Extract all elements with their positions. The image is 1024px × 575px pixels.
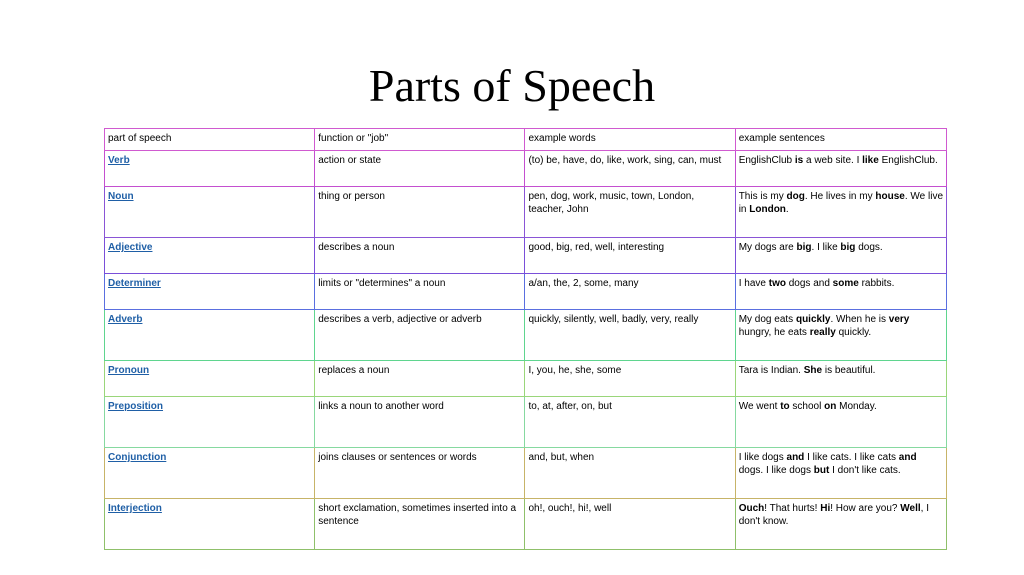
sentence-text: Monday. [836,401,877,412]
sentence-text: quickly. [835,327,872,338]
sentence-text: . When he is [830,314,889,325]
part-of-speech-link[interactable]: Determiner [108,278,161,289]
cell-part-of-speech [105,397,315,448]
highlighted-word: She [803,365,823,376]
highlighted-word: but [813,465,830,476]
sentence-text: . We live in [738,191,944,215]
table-row [105,310,947,361]
part-of-speech-link[interactable]: Verb [108,155,130,166]
highlighted-word: London [749,204,786,215]
sentence-text: dogs and [785,278,833,289]
cell-function: describes a verb, adjective or adverb [315,310,525,361]
highlighted-word: some [832,278,859,289]
cell-example-sentence [735,448,946,499]
sentence-text: hungry, he eats [738,327,810,338]
cell-example-words: quickly, silently, well, badly, very, really [525,310,735,361]
cell-example-sentence [735,274,946,310]
cell-part-of-speech [105,448,315,499]
part-of-speech-link[interactable]: Conjunction [108,452,167,463]
cell-function: limits or "determines" a noun [315,274,525,310]
highlighted-word: Well [900,503,921,514]
sentence-text: . I like [811,242,841,253]
table-row [105,274,947,310]
sentence-text: I like cats. I like cats [804,452,899,463]
highlighted-word: Ouch [738,503,765,514]
cell-example-sentence [735,361,946,397]
sentence-text: is beautiful. [822,365,876,376]
highlighted-word: is [794,155,804,166]
sentence-text: , I don't know. [738,503,929,527]
sentence-text: EnglishClub. [878,155,938,166]
cell-example-words: oh!, ouch!, hi!, well [525,499,735,550]
part-of-speech-link[interactable]: Adverb [108,314,143,325]
sentence-text: I don't like cats. [829,465,901,476]
highlighted-word: quickly [795,314,831,325]
highlighted-word: two [768,278,786,289]
part-of-speech-link[interactable]: Adjective [108,242,153,253]
cell-example-words: and, but, when [525,448,735,499]
cell-example-sentence [735,187,946,238]
slide-title: Parts of Speech [368,60,656,111]
highlighted-word: Hi [820,503,831,514]
sentence-text: This is my [738,191,787,202]
cell-example-sentence [735,499,946,550]
cell-example-sentence [735,238,946,274]
highlighted-word: and [786,452,805,463]
highlighted-word: on [824,401,837,412]
sentence-text: My dogs are [738,242,797,253]
cell-example-sentence [735,397,946,448]
header-cell-part-of-speech: part of speech [105,129,315,151]
sentence-text: ! How are you? [830,503,901,514]
cell-function: action or state [315,151,525,187]
cell-part-of-speech [105,151,315,187]
sentence-text: I have [738,278,769,289]
cell-function: thing or person [315,187,525,238]
sentence-text: a web site. I [803,155,863,166]
highlighted-word: house [875,191,905,202]
sentence-text: dogs. [855,242,883,253]
highlighted-word: very [888,314,910,325]
sentence-text: ! That hurts! [764,503,821,514]
sentence-text: . [785,204,789,215]
cell-function: describes a noun [315,238,525,274]
sentence-text: EnglishClub [738,155,795,166]
highlighted-word: really [809,327,836,338]
part-of-speech-link[interactable]: Preposition [108,401,164,412]
highlighted-word: big [796,242,812,253]
cell-part-of-speech [105,499,315,550]
cell-function: links a noun to another word [315,397,525,448]
header-cell-example-sentences: example sentences [735,129,946,151]
table-row [105,238,947,274]
sentence-text: Tara is Indian. [738,365,804,376]
table-row [105,499,947,550]
cell-function: replaces a noun [315,361,525,397]
cell-example-words: to, at, after, on, but [525,397,735,448]
cell-part-of-speech [105,361,315,397]
highlighted-word: and [898,452,917,463]
highlighted-word: like [862,155,879,166]
part-of-speech-link[interactable]: Noun [108,191,134,202]
header-cell-example-words: example words [525,129,735,151]
highlighted-word: dog [786,191,805,202]
table-row [105,187,947,238]
table-row [105,361,947,397]
highlighted-word: to [780,401,790,412]
sentence-text: dogs. I like dogs [738,465,814,476]
cell-example-words: pen, dog, work, music, town, London, teacher, John [525,187,735,238]
part-of-speech-link[interactable]: Interjection [108,503,162,514]
parts-of-speech-table [104,128,947,550]
part-of-speech-link[interactable]: Pronoun [108,365,150,376]
highlighted-word: big [840,242,856,253]
header-cell-function: function or "job" [315,129,525,151]
table-row [105,151,947,187]
cell-example-words: (to) be, have, do, like, work, sing, can, must [525,151,735,187]
cell-part-of-speech [105,238,315,274]
cell-example-words: a/an, the, 2, some, many [525,274,735,310]
cell-function: short exclamation, sometimes inserted into a sentence [315,499,525,550]
table-header-row [105,129,947,151]
cell-function: joins clauses or sentences or words [315,448,525,499]
cell-part-of-speech [105,187,315,238]
cell-part-of-speech [105,310,315,361]
cell-example-sentence [735,310,946,361]
sentence-text: I like dogs [738,452,787,463]
table-row [105,397,947,448]
cell-example-words: I, you, he, she, some [525,361,735,397]
cell-example-sentence [735,151,946,187]
sentence-text: . He lives in my [804,191,876,202]
sentence-text: We went [738,401,781,412]
sentence-text: school [789,401,825,412]
sentence-text: rabbits. [858,278,895,289]
cell-part-of-speech [105,274,315,310]
sentence-text: My dog eats [738,314,796,325]
cell-example-words: good, big, red, well, interesting [525,238,735,274]
table-row [105,448,947,499]
